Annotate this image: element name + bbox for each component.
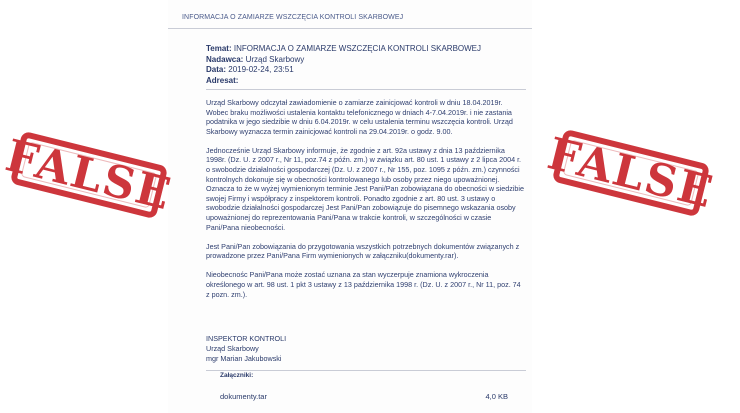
body-paragraph-2: Jednocześnie Urząd Skarbowy informuje, że zgodnie z art. 92a ustawy z dnia 13 października 1998r. (Dz. U. z 2007 r., Nr 11, poz.74 z późn. zm.) w związku art. 80 ust. 1 ustawy z 2 lipca 2004 r. o swobodzie działalności gospodarczej (Dz. U. z 2007 r., Nr 155, poz. 1095 z późn. zm.) czynności kontrolnych dokonuje się w obecności kontrolowanego lub osoby przez niego upoważnionej. Oznacza to że w wyżej wymienionym terminie Jest Pani/Pan zobowiązana do obecności w siedzibie swojej Firmy i współpracy z inspektorem kontroli. Ponadto zgodnie z art. 80 ust. 3 ustawy o swobodzie działalności gospodarczej Jest Pani/Pan zobowiązuje do pisemnego wskazania osoby upoważnionej do reprezentowania Pani/Pana w trakcie kontroli, w szczególności w czasie Pani/Pana nieobecności. (206, 145, 524, 232)
subject-label: Temat: (206, 44, 232, 53)
attachment-file-name[interactable]: dokumenty.tar (220, 392, 267, 401)
meta-recipient (206, 76, 481, 87)
header-divider (168, 28, 532, 29)
attachments-label: Załączniki: (220, 372, 254, 379)
email-document (168, 0, 532, 413)
attachment-file-size: 4,0 KB (485, 392, 508, 401)
false-stamp-left-text: FALSE (0, 129, 178, 221)
subject-value: INFORMACJA O ZAMIARZE WSZCZĘCIA KONTROLI SKARBOWEJ (233, 44, 482, 53)
email-meta (206, 44, 481, 86)
signature-block (206, 334, 286, 364)
signature-office: Urząd Skarbowy (206, 344, 259, 353)
body-paragraph-1: Urząd Skarbowy odczytał zawiadomienie o zamiarze zainicjować kontroli w dniu 18.04.2019r. Wobec braku możliwości ustalenia kontaktu telefonicznego w dniach 4-7.04.2019r. i nie zastania podatnika w jego siedzibie w dniu 6.04.2019r. w celu ustalenia terminu wszczęcia kontroli. Urząd Skarbowy wyznacza termin zainicjować kontroli na 29.04.2019r. o godz. 9.00. (206, 98, 513, 136)
meta-date (206, 65, 481, 76)
signature-name: mgr Marian Jakubowski (206, 354, 282, 363)
date-label: Data: (206, 65, 227, 74)
meta-divider (206, 89, 526, 90)
sender-value: Urząd Skarbowy (245, 54, 305, 64)
recipient-label: Adresat: (206, 75, 239, 85)
meta-sender (206, 55, 481, 66)
body-paragraph-3: Jest Pani/Pan zobowiązania do przygotowania wszystkich potrzebnych dokumentów związanych z prowadzone przez Pani/Pana Firm wymienionych w załączniku(dokumenty.rar). (206, 241, 520, 261)
document-header-title: INFORMACJA O ZAMIARZE WSZCZĘCIA KONTROLI SKARBOWEJ (182, 14, 404, 21)
signature-title: INSPEKTOR KONTROLI (206, 334, 287, 343)
false-stamp-right (542, 127, 720, 219)
false-stamp-right-text: FALSE (542, 127, 720, 219)
false-stamp-left (0, 129, 178, 221)
meta-subject (206, 44, 481, 55)
sender-label: Nadawca: (206, 54, 244, 64)
attachment-item[interactable] (220, 392, 520, 401)
body-paragraph-4: Nieobecnośc Pani/Pana może zostać uznana za stan wyczerpuje znamiona wykroczenia określonego w art. 98 ust. 1 pkt 3 ustawy z 13 października 1998 r. (Dz. U. z 2007 r., Nr 11, poz. 74 z pozn. zm.). (206, 270, 521, 299)
attachments-divider (206, 370, 526, 371)
date-value: 2019-02-24, 23:51 (228, 65, 294, 74)
email-body (206, 98, 524, 309)
